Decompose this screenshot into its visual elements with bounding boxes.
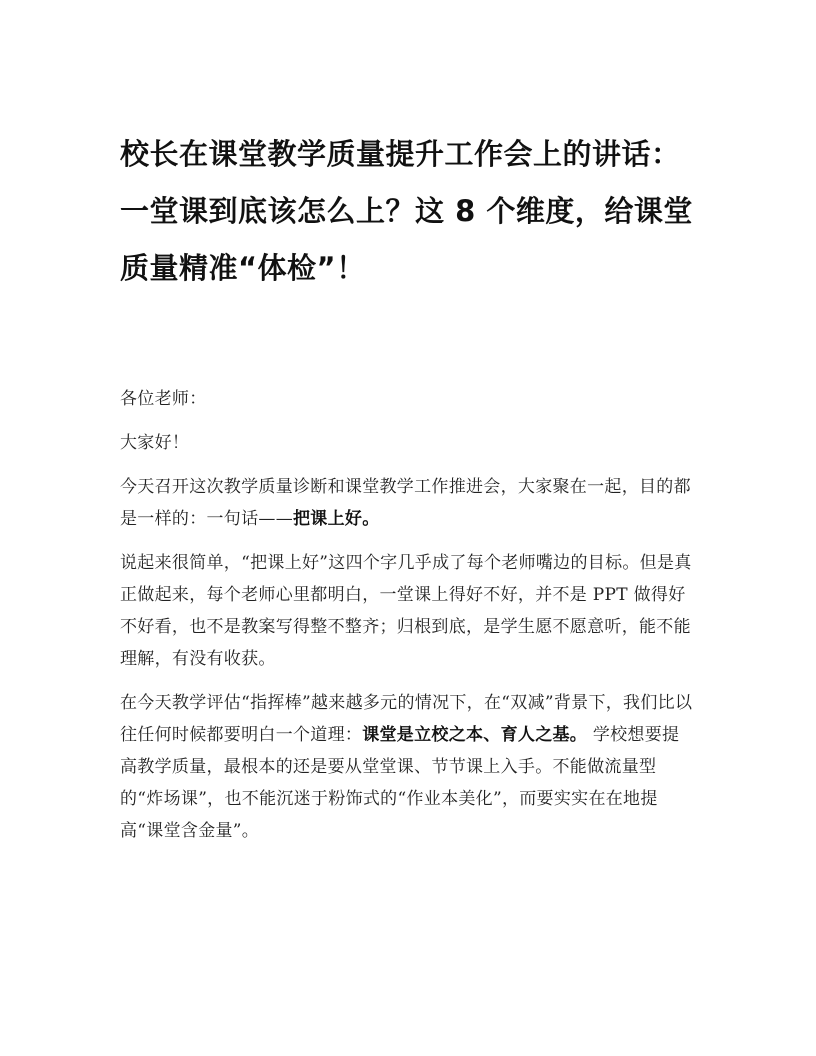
paragraph-context bbox=[120, 687, 695, 847]
text-segment: 说起来很简单，“把课上好”这四个字几乎成了每个老师嘴边的目标。但是真正做起来，每个老师心里都明白，一堂课上得好不好，并不是 PPT 做得好不好看，也不是教案写得整不整齐；归根到底，是学生愿不愿意听，能不能理解，有没有收获。 bbox=[120, 553, 692, 669]
bold-emphasis: 把课上好。 bbox=[293, 509, 380, 529]
text-segment: 大家好！ bbox=[120, 433, 190, 453]
text-segment: 学校想要提高教学质量，最根本的还是要从堂堂课、节节课上入手。不能做流量型的“炸场课”，也不能沉迷于粉饰式的“作业本美化”，而要实实在在地提高“课堂含金量”。 bbox=[120, 725, 680, 841]
text-segment: 在今天教学评估“指挥棒”越来越多元的情况下，在“双减”背景下，我们比以往任何时候都要明白一个道理： bbox=[120, 693, 693, 745]
document-page bbox=[120, 126, 695, 859]
bold-emphasis: 课堂是立校之本、育人之基。 bbox=[362, 725, 588, 745]
text-segment: 今天召开这次教学质量诊断和课堂教学工作推进会，大家聚在一起，目的都是一样的：一句话—— bbox=[120, 477, 691, 529]
paragraph-salutation bbox=[120, 383, 695, 415]
paragraph-explanation bbox=[120, 547, 695, 675]
document-body bbox=[120, 383, 695, 847]
document-title: 校长在课堂教学质量提升工作会上的讲话：一堂课到底该怎么上？这 8 个维度，给课堂质量精准“体检”！ bbox=[120, 137, 693, 285]
text-segment: 各位老师： bbox=[120, 389, 207, 409]
paragraph-intro bbox=[120, 471, 695, 535]
paragraph-greeting bbox=[120, 427, 695, 459]
